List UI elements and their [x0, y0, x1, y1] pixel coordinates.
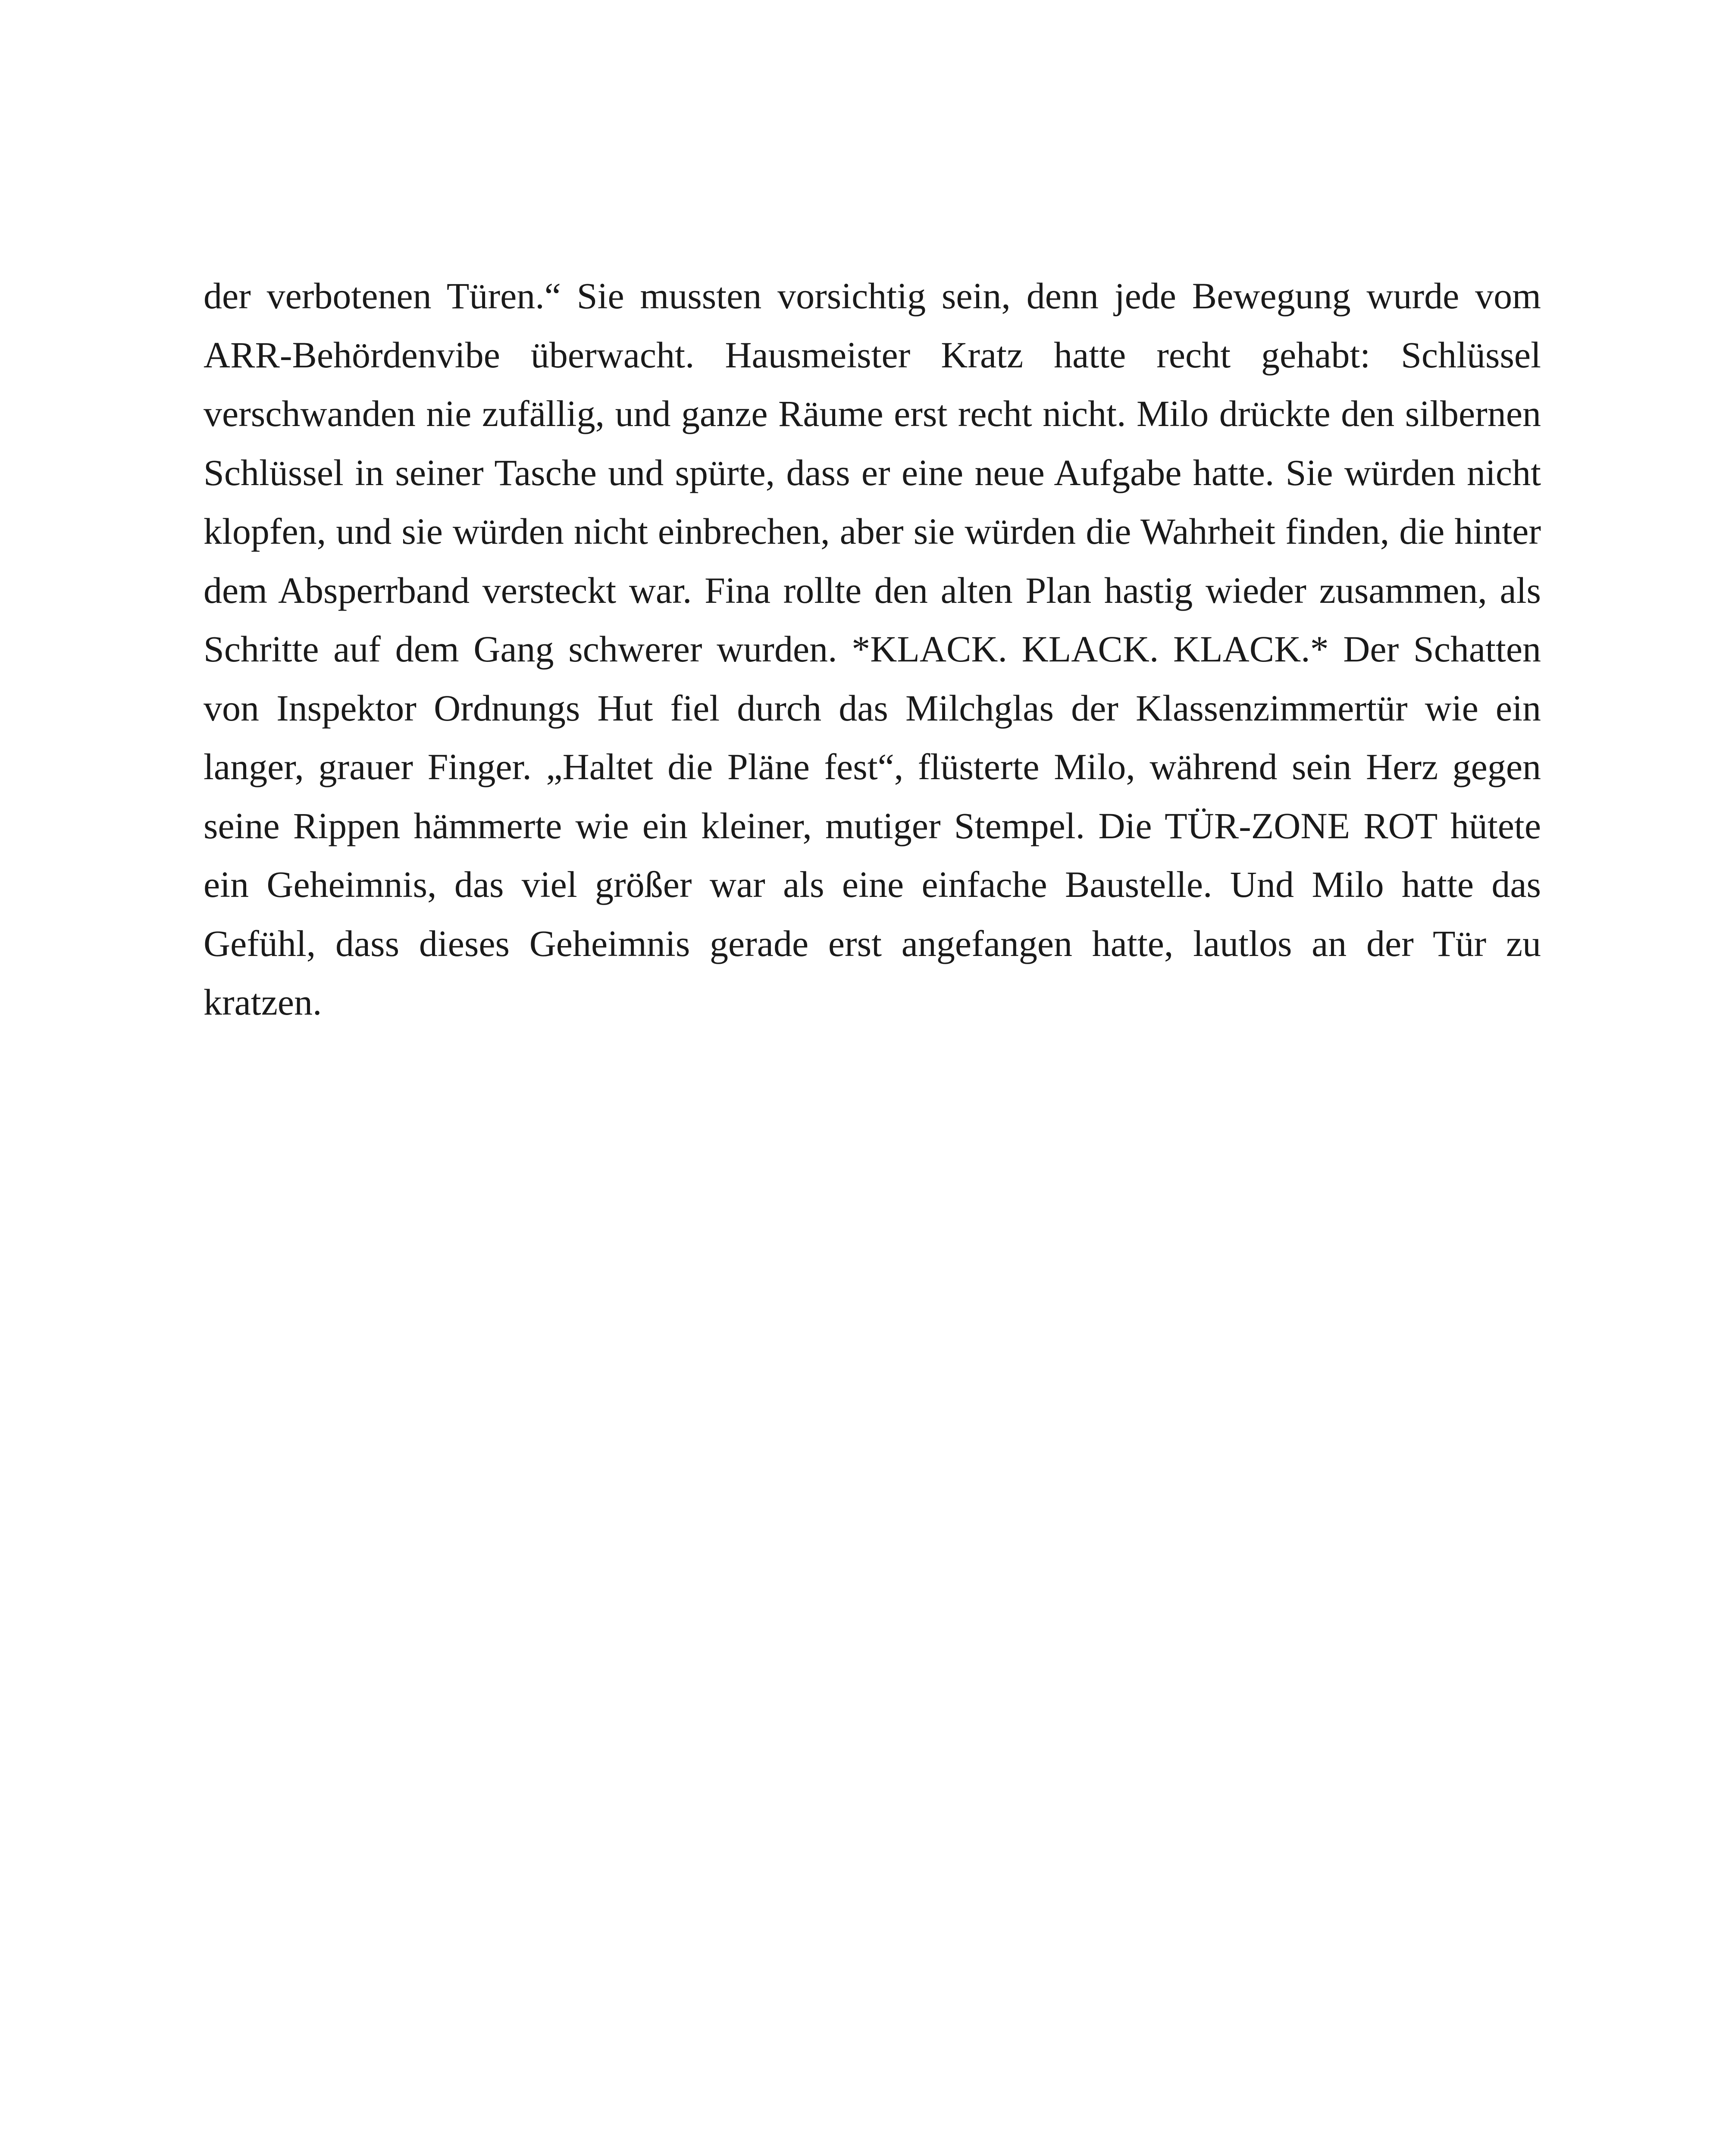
- body-paragraph: der verbotenen Türen.“ Sie mussten vorsichtig sein, denn jede Bewegung wurde vom ARR-Behördenvibe überwacht. Hausmeister Kratz hatte recht gehabt: Schlüssel verschwanden nie zufällig, und ganze Räume erst recht nicht. Milo drückte den silbernen Schlüssel in seiner Tasche und spürte, dass er eine neue Aufgabe hatte. Sie würden nicht klopfen, und sie würden nicht einbrechen, aber sie würden die Wahrheit finden, die hinter dem Absperrband versteckt war. Fina rollte den alten Plan hastig wieder zusammen, als Schritte auf dem Gang schwerer wurden. *KLACK. KLACK. KLACK.* Der Schatten von Inspektor Ordnungs Hut fiel durch das Milchglas der Klassenzimmertür wie ein langer, grauer Finger. „Haltet die Pläne fest“, flüsterte Milo, während sein Herz gegen seine Rippen hämmerte wie ein kleiner, mutiger Stempel. Die TÜR-ZONE ROT hütete ein Geheimnis, das viel größer war als eine einfache Baustelle. Und Milo hatte das Gefühl, dass dieses Geheimnis gerade erst angefangen hatte, lautlos an der Tür zu kratzen.: [204, 275, 1541, 1023]
